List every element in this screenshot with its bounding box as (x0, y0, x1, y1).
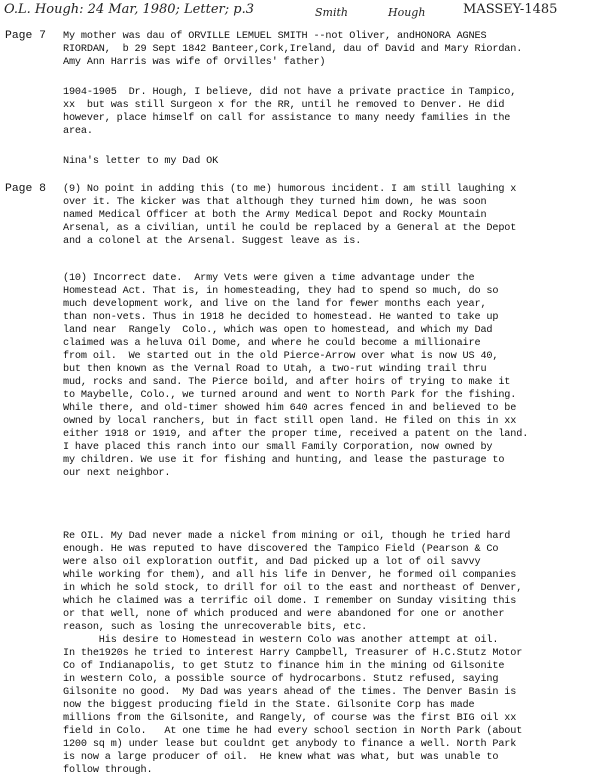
text-line: millions from the Gilsonite, and Rangely, of course was the first BIG oil xx (63, 713, 517, 724)
text-line: (9) No point in adding this (to me) humorous incident. I am still laughing x (63, 184, 517, 195)
text-line: claimed was a heluva Oil Dome, and where he could become a millionaire (63, 338, 481, 349)
text-line: RIORDAN, b 29 Sept 1842 Banteer,Cork,Ireland, dau of David and Mary Riordan. (63, 44, 523, 55)
text-line: to Maybelle, Colo., we turned around and went to North Park for the fishing. (63, 390, 517, 401)
text-line: and a colonel at the Arsenal. Suggest leave as is. (63, 236, 362, 247)
text-line: than non-vets. Thus in 1918 he decided to homestead. He wanted to take up (63, 312, 499, 323)
text-line: xx but was still Surgeon x for the RR, until he removed to Denver. He did (63, 100, 505, 111)
text-line: but then known as the Vernal Road to Utah, a two-rut winding trail thru (63, 364, 487, 375)
text-line: owned by local ranchers, but in fact still open land. He filed on this in xx (63, 416, 517, 427)
text-line: Arsenal, as a civilian, until he could be replaced by a General at the Depot (63, 223, 517, 234)
page-8-label: Page 8 (5, 183, 47, 195)
text-line: In the1920s he tried to interest Harry Campbell, Treasurer of H.C.Stutz Motor (63, 648, 523, 659)
text-line: either 1918 or 1919, and after the proper time, received a patent on the land. (63, 429, 529, 440)
text-line: our next neighbor. (63, 468, 171, 479)
text-line: mud, rocks and sand. The Pierce boild, and after hoirs of trying to make it (63, 377, 511, 388)
text-line: or that well, none of which produced and were abandoned for one or another (63, 609, 505, 620)
text-line: (10) Incorrect date. Army Vets were given a time advantage under the (63, 273, 475, 284)
text-line: Amy Ann Harris was wife of Orvilles' father) (63, 57, 326, 68)
text-line: is now a large producer of oil. He knew what was what, but was unable to (63, 752, 499, 763)
handwritten-hough: Hough (388, 6, 426, 19)
page-7-label: Page 7 (5, 30, 47, 42)
text-line: however, place himself on call for assistance to many needy families in the (63, 113, 511, 124)
text-line: Nina's letter to my Dad OK (63, 156, 219, 167)
handwritten-annotation: O.L. Hough: 24 Mar, 1980; Letter; p.3 (4, 2, 254, 17)
text-line: Gilsonite no good. My Dad was years ahead of the times. The Denver Basin is (63, 687, 517, 698)
text-line: over it. The kicker was that although they turned him down, he was soon (63, 197, 487, 208)
text-line: land near Rangely Colo., which was open to homestead, and which my Dad (63, 325, 493, 336)
text-line: from oil. We started out in the old Pierce-Arrow over what is now US 40, (63, 351, 499, 362)
text-line: which he claimed was a terrific oil dome. I remember on Sunday visiting this (63, 596, 517, 607)
text-line: my children. We use it for fishing and hunting, and lease the pasturage to (63, 455, 505, 466)
text-line: My mother was dau of ORVILLE LEMUEL SMITH --not Oliver, andHONORA AGNES (63, 31, 487, 42)
text-line: were also oil exploration outfit, and Dad picked up a lot of oil savvy (63, 557, 481, 568)
text-line: Homestead Act. That is, in homesteading, they had to spend so much, do so (63, 286, 499, 297)
text-line: Re OIL. My Dad never made a nickel from mining or oil, though he tried hard (63, 531, 511, 542)
text-line: 1200 sq m) under lease but couldnt get anybody to finance a well. North Park (63, 739, 517, 750)
text-line: field in Colo. At one time he had every school section in North Park (about (63, 726, 523, 737)
handwritten-smith: Smith (315, 6, 348, 19)
text-line: enough. He was reputed to have discovered the Tampico Field (Pearson & Co (63, 544, 499, 555)
text-line: named Medical Officer at both the Army Medical Depot and Rocky Mountain (63, 210, 487, 221)
text-line: now the biggest producing field in the State. Gilsonite Corp has made (63, 700, 475, 711)
text-line: Co of Indianapolis, to get Stutz to finance him in the mining od Gilsonite (63, 661, 505, 672)
text-line: in western Colo, a possible source of hydrocarbons. Stutz refused, saying (63, 674, 499, 685)
text-line: while working for them), and all his life in Denver, he formed oil companies (63, 570, 517, 581)
text-line: While there, and old-timer showed him 640 acres fenced in and believed to be (63, 403, 517, 414)
text-line: I have placed this ranch into our small Family Corporation, now owned by (63, 442, 493, 453)
text-line: area. (63, 126, 93, 137)
text-line: in which he sold stock, to drill for oil to the east and northeast of Denver, (63, 583, 523, 594)
text-line: much development work, and live on the land for fewer months each year, (63, 299, 487, 310)
text-line: follow through. (63, 765, 153, 776)
text-line: 1904-1905 Dr. Hough, I believe, did not have a private practice in Tampico, (63, 87, 517, 98)
text-line: reason, such as losing the unrecoverable bits, etc. (63, 622, 368, 633)
massey-number: MASSEY-1485 (463, 2, 558, 17)
text-line: His desire to Homestead in western Colo was another attempt at oil. (63, 635, 499, 646)
